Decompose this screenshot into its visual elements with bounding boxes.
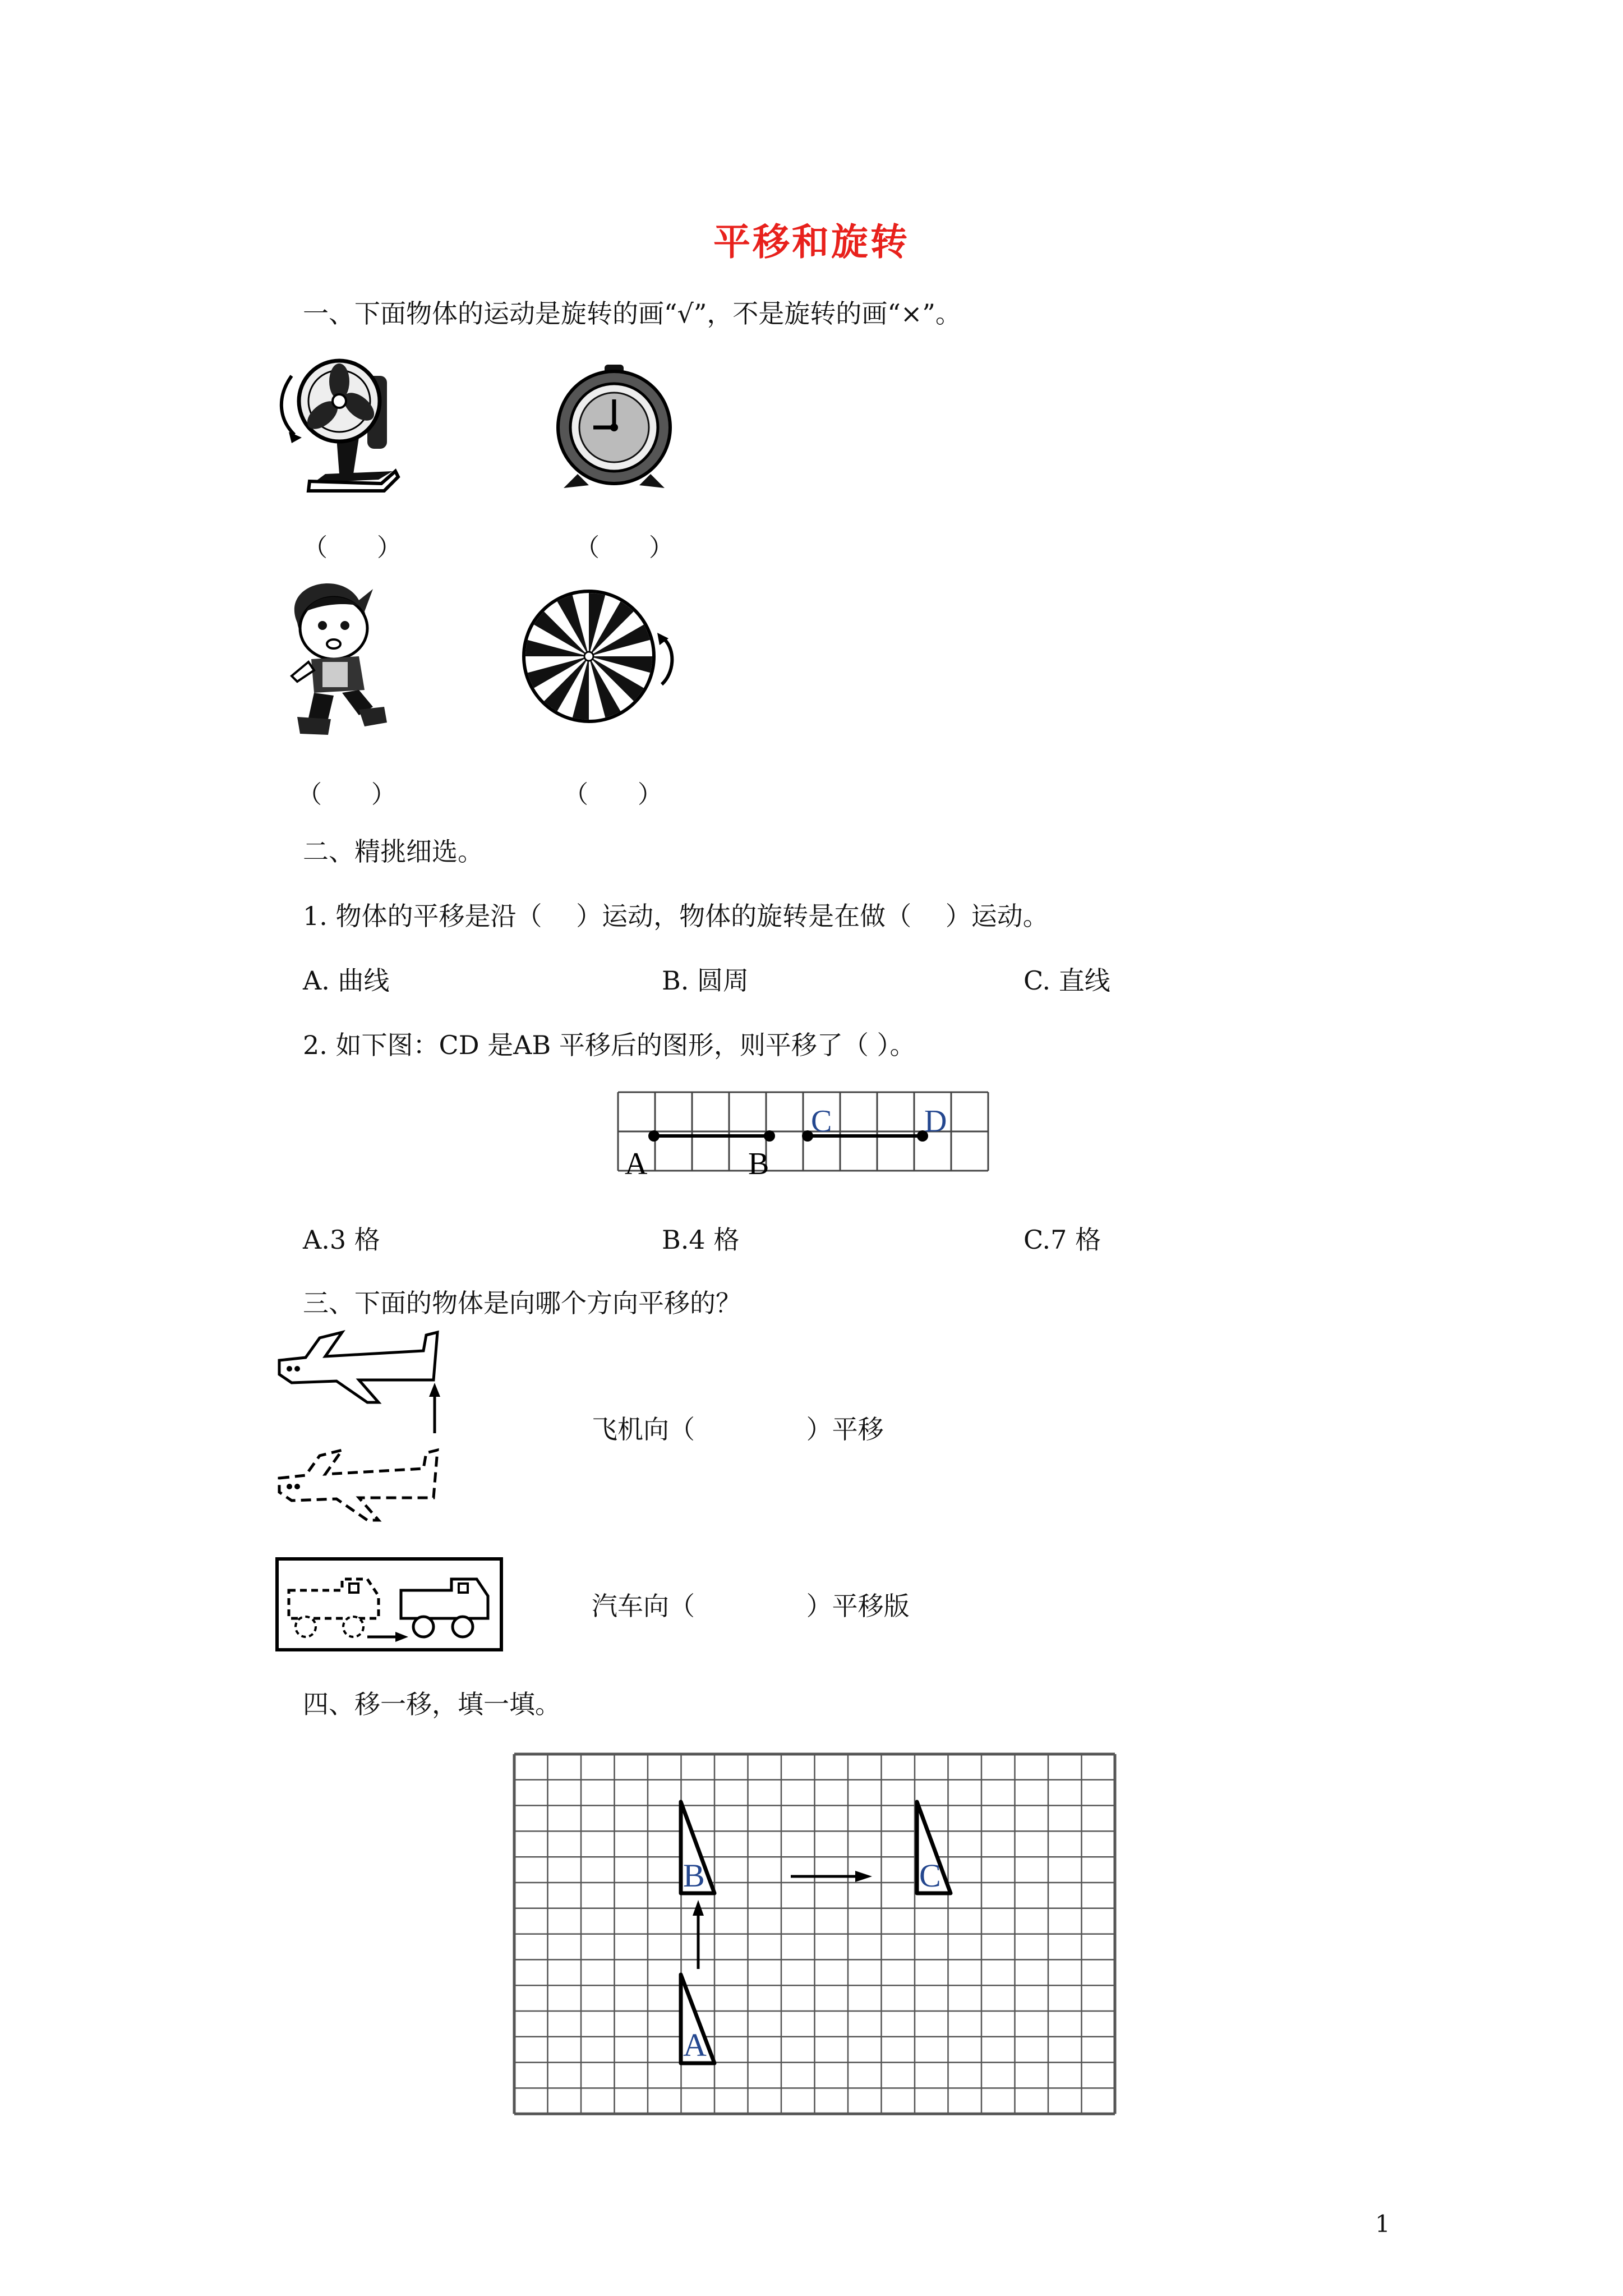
boy-answer-blank[interactable]: （ ） xyxy=(297,780,396,809)
page-number: 1 xyxy=(1375,2210,1390,2238)
q1-option-c[interactable]: C. 直线 xyxy=(1023,965,1110,996)
label-b: B xyxy=(748,1147,769,1181)
section-3-heading: 三、下面的物体是向哪个方向平移的？ xyxy=(303,1288,741,1318)
triangle-b-label: B xyxy=(683,1857,705,1894)
alarm-clock-illustration xyxy=(555,365,673,491)
segment-grid xyxy=(617,1091,1009,1181)
wheel-answer-blank[interactable]: （ ） xyxy=(564,780,662,809)
spinning-wheel-illustration xyxy=(522,589,695,724)
point-a-dot xyxy=(648,1130,660,1142)
truck-translation-figure xyxy=(275,1557,505,1652)
triangle-a-label: A xyxy=(683,2027,707,2063)
fan-answer-blank[interactable]: （ ） xyxy=(303,533,402,562)
section-4-heading: 四、移一移，填一填。 xyxy=(303,1689,561,1719)
page-title: 平移和旋转 xyxy=(713,220,910,264)
q2-option-c[interactable]: C.7 格 xyxy=(1023,1225,1101,1255)
label-c: C xyxy=(811,1104,832,1139)
triangle-translation-grid xyxy=(513,1753,1119,2118)
truck-direction-question: 汽车向（ ）平移版 xyxy=(592,1591,910,1621)
section-2-heading: 二、精挑细选。 xyxy=(303,836,483,867)
q1-option-b[interactable]: B. 圆周 xyxy=(662,965,749,996)
label-a: A xyxy=(625,1147,648,1181)
q1-option-a[interactable]: A. 曲线 xyxy=(303,965,390,996)
point-b-dot xyxy=(764,1130,775,1142)
label-d: D xyxy=(924,1104,947,1139)
question-1: 1. 物体的平移是沿（ ）运动，物体的旋转是在做（ ）运动。 xyxy=(303,901,1049,931)
plane-translation-figure xyxy=(275,1329,443,1531)
q2-option-a[interactable]: A.3 格 xyxy=(303,1225,380,1255)
clock-answer-blank[interactable]: （ ） xyxy=(575,533,674,562)
section-1-heading: 一、下面物体的运动是旋转的画“√”，不是旋转的画“×”。 xyxy=(303,298,961,329)
q2-option-b[interactable]: B.4 格 xyxy=(662,1225,740,1255)
plane-direction-question: 飞机向（ ）平移 xyxy=(592,1414,884,1444)
question-2: 2. 如下图：CD 是AB 平移后的图形，则平移了（ ）。 xyxy=(303,1030,916,1060)
walking-boy-illustration xyxy=(275,572,393,740)
fan-illustration xyxy=(275,353,404,494)
triangle-c-label: C xyxy=(919,1857,941,1894)
